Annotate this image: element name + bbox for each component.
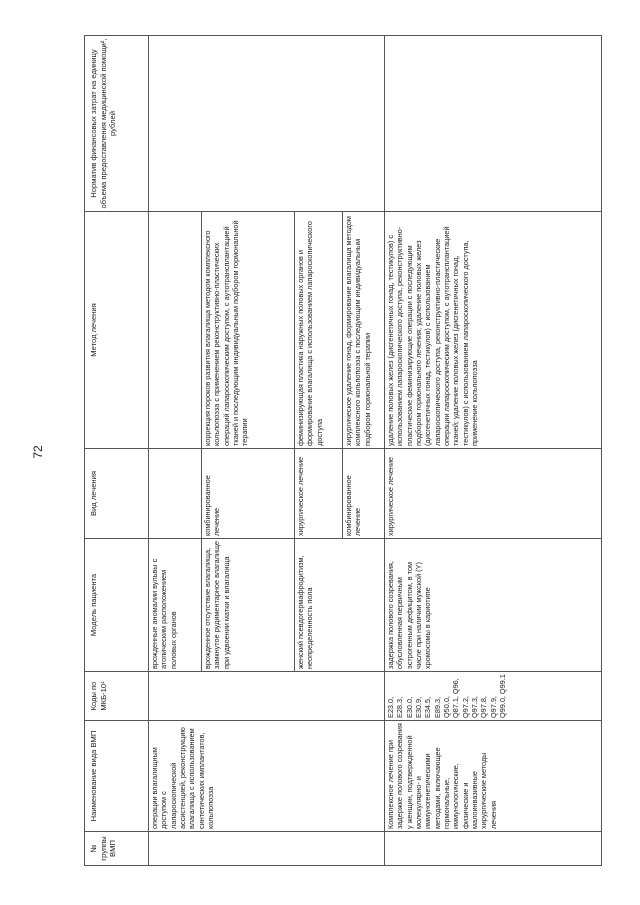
cell-method bbox=[149, 212, 202, 449]
cell-model: женский псевдогермафродитизм, неопределенность пола bbox=[295, 539, 385, 672]
header-kind: Вид лечения bbox=[85, 449, 149, 539]
table-header-row bbox=[85, 36, 149, 866]
cell-method: хирургическое удаление гонад, формирование влагалища методом комплексного кольпопоэза с последующим индивидуальным подбором гормональной терапии bbox=[343, 212, 385, 449]
cell-norm bbox=[385, 36, 602, 212]
table-row bbox=[149, 36, 202, 866]
header-num: № группы ВМП bbox=[85, 832, 149, 866]
cell-method: коррекция пороков развития влагалища методом комплексного кольпопоэза с применением реконструктивно-пластических операций лапароскопическим доступом, с аутотрансплантацией тканей и последующим индивидуальным подбором гормональной терапии bbox=[202, 212, 295, 449]
cell-name: операции влагалищным доступом с лапароскопической ассистенцией, реконструкцию влагалища с использованием синтетических имплантатов, кольпопоэза bbox=[149, 721, 385, 832]
header-method: Метод лечения bbox=[85, 212, 149, 449]
rotated-table-container bbox=[84, 36, 602, 866]
cell-kind: комбинированное лечение bbox=[202, 449, 295, 539]
cell-kind bbox=[149, 449, 202, 539]
cell-model: врожденное отсутствие влагалища, замкнутое рудиментарное влагалище при удвоении матки и влагалища bbox=[202, 539, 295, 672]
cell-model: врожденные аномалии вульвы с атопическим расположением половых органов bbox=[149, 539, 202, 672]
vmp-table bbox=[84, 35, 602, 866]
table-row bbox=[385, 36, 602, 866]
cell-codes: E23.0, E28.3, E30.0, E30.9, E34.5, E89.3, Q50.0, Q87.1, Q96, Q97.2, Q97.3, Q97.8, Q97.9, Q99.0, Q99.1 bbox=[385, 672, 602, 721]
cell-kind: хирургическое лечение bbox=[385, 449, 602, 539]
header-name: Наименование вида ВМП bbox=[85, 721, 149, 832]
cell-num bbox=[149, 832, 385, 866]
cell-model: задержка полового созревания, обусловленная первичным эстрогенным дефицитом, в том числе при наличии мужской (Y) хромосомы в кариотипе bbox=[385, 539, 602, 672]
header-model: Модель пациента bbox=[85, 539, 149, 672]
cell-name: Комплексное лечение при задержке полового созревания у женщин, подтвержденной молекулярно- и иммуногенетическими методами, включающее гормональные, иммунологические, физические и малоинвазивные хирургические методы лечения bbox=[385, 721, 602, 832]
cell-method: феминизирующая пластика наружных половых органов и формирование влагалища с использованием лапароскопического доступа bbox=[295, 212, 343, 449]
header-norm: Норматив финансовых затрат на единицу объема предоставления медицинской помощи², рублей bbox=[85, 36, 149, 212]
page-number: 72 bbox=[31, 445, 45, 459]
cell-norm bbox=[149, 36, 385, 212]
cell-codes bbox=[149, 672, 385, 721]
header-codes: Коды по МКБ-10¹ bbox=[85, 672, 149, 721]
cell-kind: комбинированное лечение bbox=[343, 449, 385, 539]
cell-method: удаление половых желез (дисгенетичных гонад, тестикулов) с использованием лапароскопического доступа, реконструктивно-пластические феминизирующие операции с последующим подбором гормонального лечения; удаление половых желез (дисгенетичных гонад, тестикулов) с использованием лапароскопического доступа, реконструктивно-пластические операции лапароскопическим доступом, с аутотрансплантацией тканей; удаление половых желез (дисгенетичных гонад, тестикулов) с использованием лапароскопического доступа, применение кольпопоэза bbox=[385, 212, 602, 449]
cell-kind: хирургическое лечение bbox=[295, 449, 343, 539]
cell-num bbox=[385, 832, 602, 866]
